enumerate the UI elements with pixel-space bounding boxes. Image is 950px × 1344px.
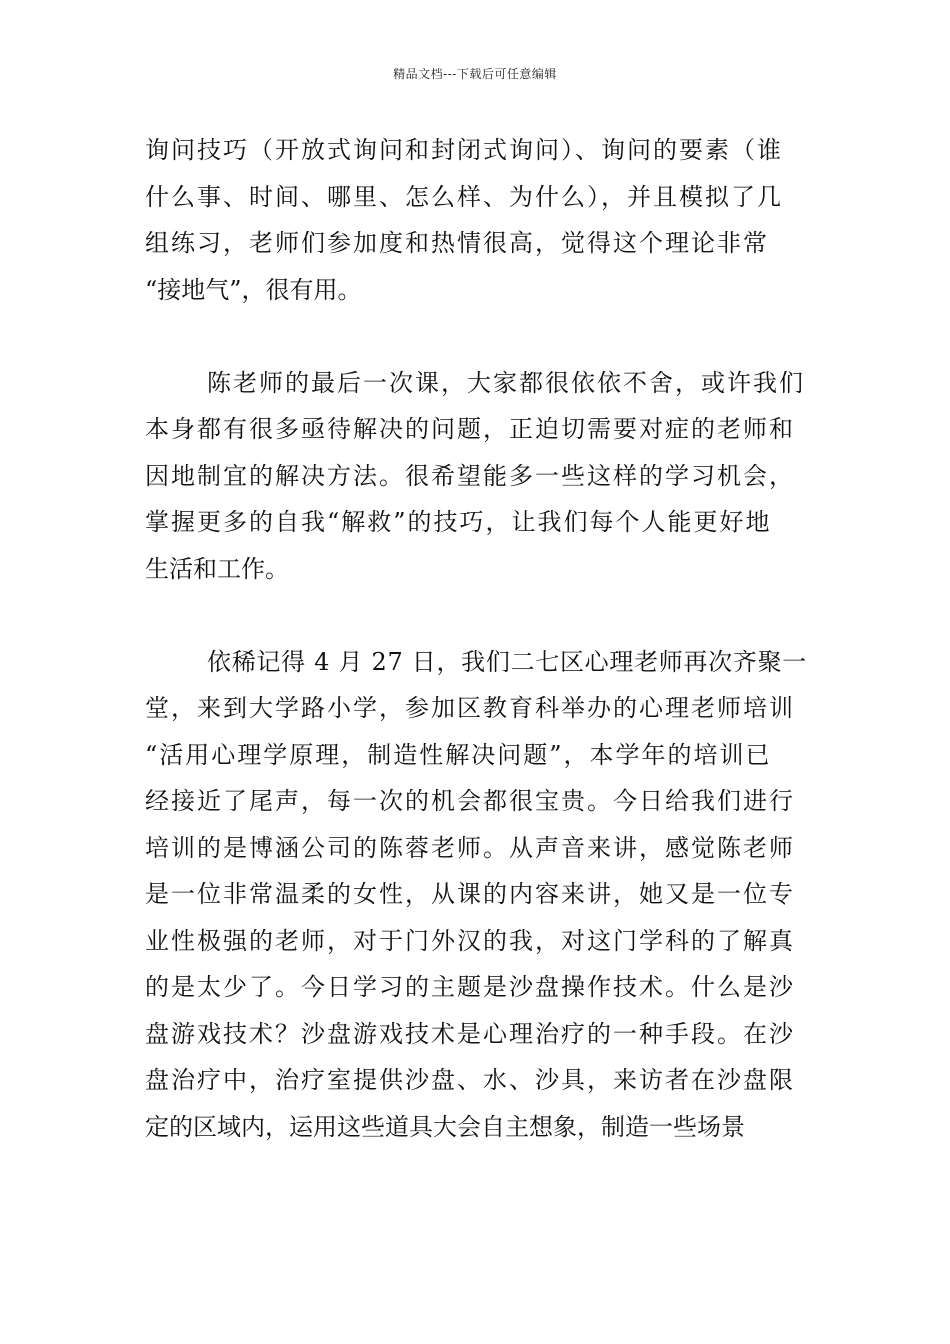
- text-line: 的是太少了。今日学习的主题是沙盘操作技术。什么是沙: [145, 973, 795, 1001]
- paragraph-gap: [145, 313, 807, 360]
- paragraph-3: [145, 639, 807, 1151]
- text-line: 因地制宜的解决方法。很希望能多一些这样的学习机会，: [145, 461, 795, 490]
- text-line: 陈老师的最后一次课，大家都很依依不舍，或许我们: [207, 368, 805, 397]
- text-line: 定的区域内，运用这些道具大会自主想象，制造一些场景: [145, 1112, 745, 1141]
- text-line: 堂，来到大学路小学，参加区教育科举办的心理老师培训: [145, 694, 795, 722]
- paragraph-2: [145, 360, 807, 593]
- text-line: 本身都有很多亟待解决的问题，正迫切需要对症的老师和: [145, 415, 795, 443]
- text-line: 盘治疗中，治疗室提供沙盘、水、沙具，来访者在沙盘限: [145, 1066, 795, 1094]
- text-line: 掌握更多的自我“解救”的技巧，让我们每个人能更好地: [145, 508, 772, 536]
- text-line: “接地气”，很有用。: [145, 275, 362, 304]
- text-line: 业性极强的老师，对于门外汉的我，对这门学科的了解真: [145, 926, 795, 955]
- page-header: 精品文档---下载后可任意编辑: [393, 67, 557, 81]
- text-line: “活用心理学原理，制造性解决问题”，本学年的培训已: [145, 740, 772, 769]
- text-line: 盘游戏技术？沙盘游戏技术是心理治疗的一种手段。在沙: [145, 1019, 795, 1048]
- text-line: 经接近了尾声，每一次的机会都很宝贵。今日给我们进行: [145, 787, 795, 815]
- text-line: 询问技巧（开放式询问和封闭式询问）、询问的要素（谁: [145, 136, 783, 164]
- text-line: 培训的是博涵公司的陈蓉老师。从声音来讲，感觉陈老师: [145, 833, 795, 862]
- text-line: 组练习，老师们参加度和热情很高，觉得这个理论非常: [145, 229, 769, 257]
- paragraph-1: [145, 127, 807, 313]
- text-line: 依稀记得 4 月 27 日，我们二七区心理老师再次齐聚一: [207, 647, 807, 676]
- text-line: 是一位非常温柔的女性，从课的内容来讲，她又是一位专: [145, 880, 795, 908]
- text-line: 生活和工作。: [145, 554, 289, 583]
- document-body: [145, 127, 807, 1150]
- paragraph-gap: [145, 592, 807, 639]
- text-line: 什么事、时间、哪里、怎么样、为什么），并且模拟了几: [145, 182, 783, 211]
